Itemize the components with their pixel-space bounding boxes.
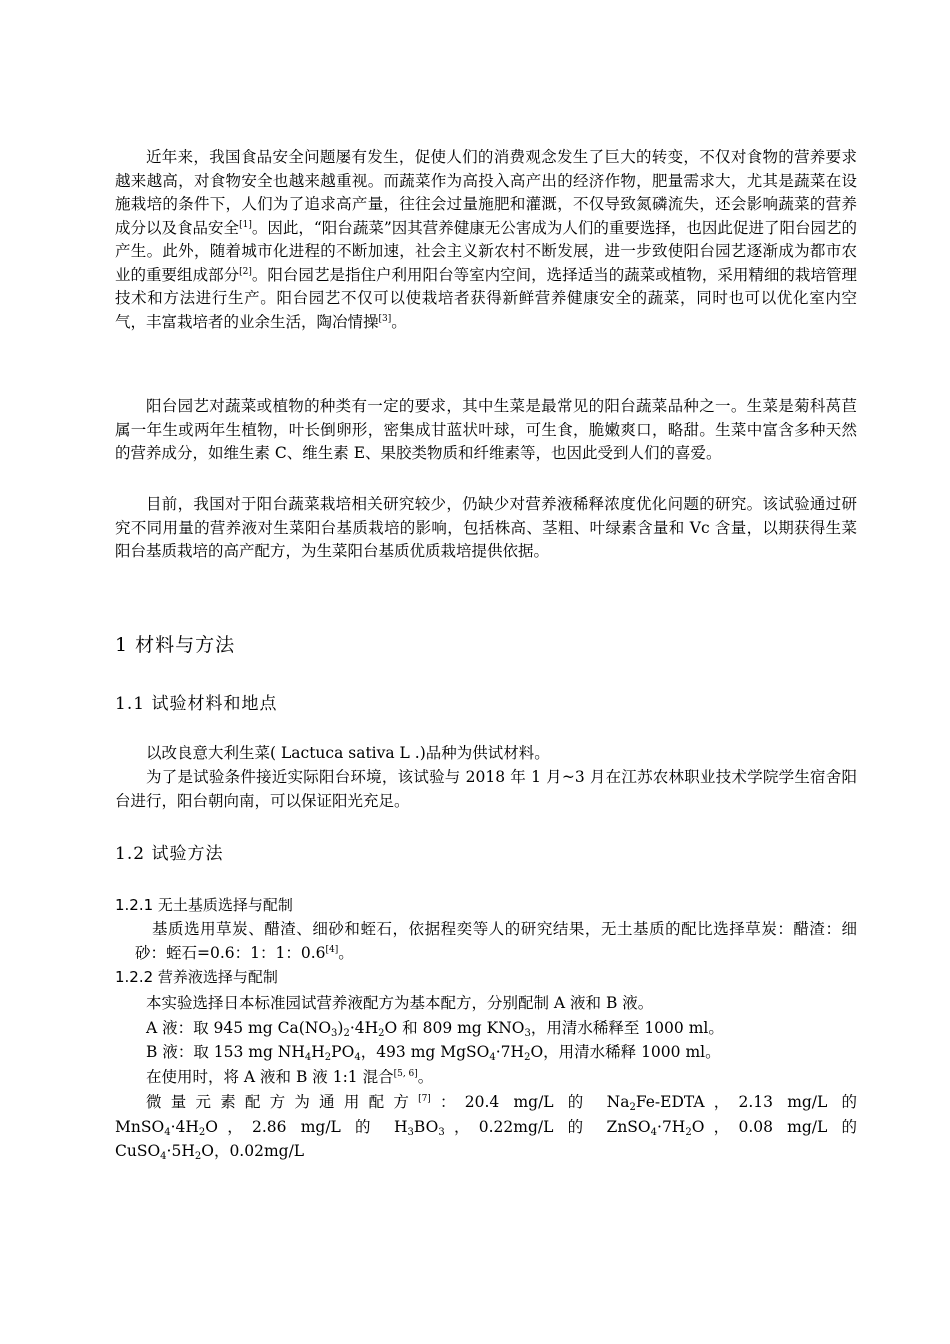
citation-1: [1]: [239, 219, 252, 230]
citation-7: [7]: [418, 1094, 431, 1104]
section-1-2-1-heading: 1.2.1 无土基质选择与配制: [115, 896, 293, 914]
location-paragraph: 为了是试验条件接近实际阳台环境，该试验与 2018 年 1 月~3 月在江苏农林职业技术学院学生宿舍阳台进行，阳台朝向南，可以保证阳光充足。: [115, 768, 857, 810]
material-paragraph: 以改良意大利生菜( Lactuca sativa L .)品种为供试材料。: [146, 744, 550, 762]
solution-b-line: B 液：取 153 mg $NH_4H_2PO_4$，493 mg $MgSO_4\cdot 7H_2O$，用清水稀释 1000 ml。: [146, 1043, 721, 1063]
section-1-2-2-heading: 1.2.2 营养液选择与配制: [115, 968, 278, 986]
micro-elements-line-2: $MnSO_4\cdot 4H_2O$，2.86 mg/L 的 $H_3BO_3$，0.22mg/L 的 $ZnSO_4\cdot 7H_2O$，0.08 mg/L 的: [115, 1118, 857, 1138]
mixing-line: 在使用时，将 A 液和 B 液 1:1 混合[5, 6]。: [146, 1068, 434, 1086]
citation-2: [2]: [239, 266, 252, 277]
intro-paragraph-3: 目前，我国对于阳台蔬菜栽培相关研究较少，仍缺少对营养液稀释浓度优化问题的研究。该试验通过研究不同用量的营养液对生菜阳台基质栽培的影响，包括株高、茎粗、叶绿素含量和 Vc 含量，以期获得生菜阳台基质栽培的高产配方，为生菜阳台基质优质栽培提供依据。: [115, 495, 857, 560]
section-1-1-heading: 1.1 试验材料和地点: [115, 694, 278, 714]
substrate-paragraph: 基质选用草炭、醋渣、细砂和蛭石，依据程奕等人的研究结果，无土基质的配比选择草炭：醋渣：细砂：蛭石=0.6：1：1：0.6[4]。: [135, 920, 857, 962]
citation-3: [3]: [378, 313, 392, 324]
section-1-2-heading: 1.2 试验方法: [115, 844, 224, 864]
intro-paragraph-2: 阳台园艺对蔬菜或植物的种类有一定的要求，其中生菜是最常见的阳台蔬菜品种之一。生菜是菊科莴苣属一年生或两年生植物，叶长倒卵形，密集成甘蓝状叶球，可生食，脆嫩爽口，略甜。生菜中富含多种天然的营养成分，如维生素 C、维生素 E、果胶类物质和纤维素等，也因此受到人们的喜爱。: [115, 397, 857, 462]
citation-4: [4]: [325, 944, 339, 955]
micro-elements-line-1: 微量元素配方为通用配方[7]：20.4 mg/L 的 $Na_2Fe$-EDTA，2.13 mg/L 的: [146, 1093, 857, 1113]
citation-5-6: [5, 6]: [393, 1069, 418, 1079]
solution-a-line: A 液：取 945 mg $Ca(NO_3)_2\cdot 4H_2O$ 和 809 mg $KNO_3$，用清水稀释至 1000 ml。: [146, 1019, 724, 1039]
intro-paragraph-1: 近年来，我国食品安全问题屡有发生，促使人们的消费观念发生了巨大的转变，不仅对食物的营养要求越来越高，对食物安全也越来越重视。而蔬菜作为高投入高产出的经济作物，肥量需求大，尤其是蔬菜在设施栽培的条件下，人们为了追求高产量，往往会过量施肥和灌溉，不仅导致氮磷流失，还会影响蔬菜的营养成分以及食品安全[1]。因此，“阳台蔬菜”因其营养健康无公害成为人们的重要选择，也因此促进了阳台园艺的产生。此外，随着城市化进程的不断加速，社会主义新农村不断发展，进一步致使阳台园艺逐渐成为都市农业的重要组成部分[2]。阳台园艺是指住户利用阳台等室内空间，选择适当的蔬菜或植物，采用精细的栽培管理技术和方法进行生产。阳台园艺不仅可以使栽培者获得新鲜营养健康安全的蔬菜，同时也可以优化室内空气，丰富栽培者的业余生活，陶冶情操[3]。: [115, 148, 857, 331]
section-1-heading: 1 材料与方法: [115, 634, 236, 656]
nutrient-intro-paragraph: 本实验选择日本标准园试营养液配方为基本配方，分别配制 A 液和 B 液。: [146, 994, 654, 1012]
micro-elements-line-3: $CuSO_4\cdot 5H_2O$，0.02mg/L: [115, 1142, 305, 1162]
